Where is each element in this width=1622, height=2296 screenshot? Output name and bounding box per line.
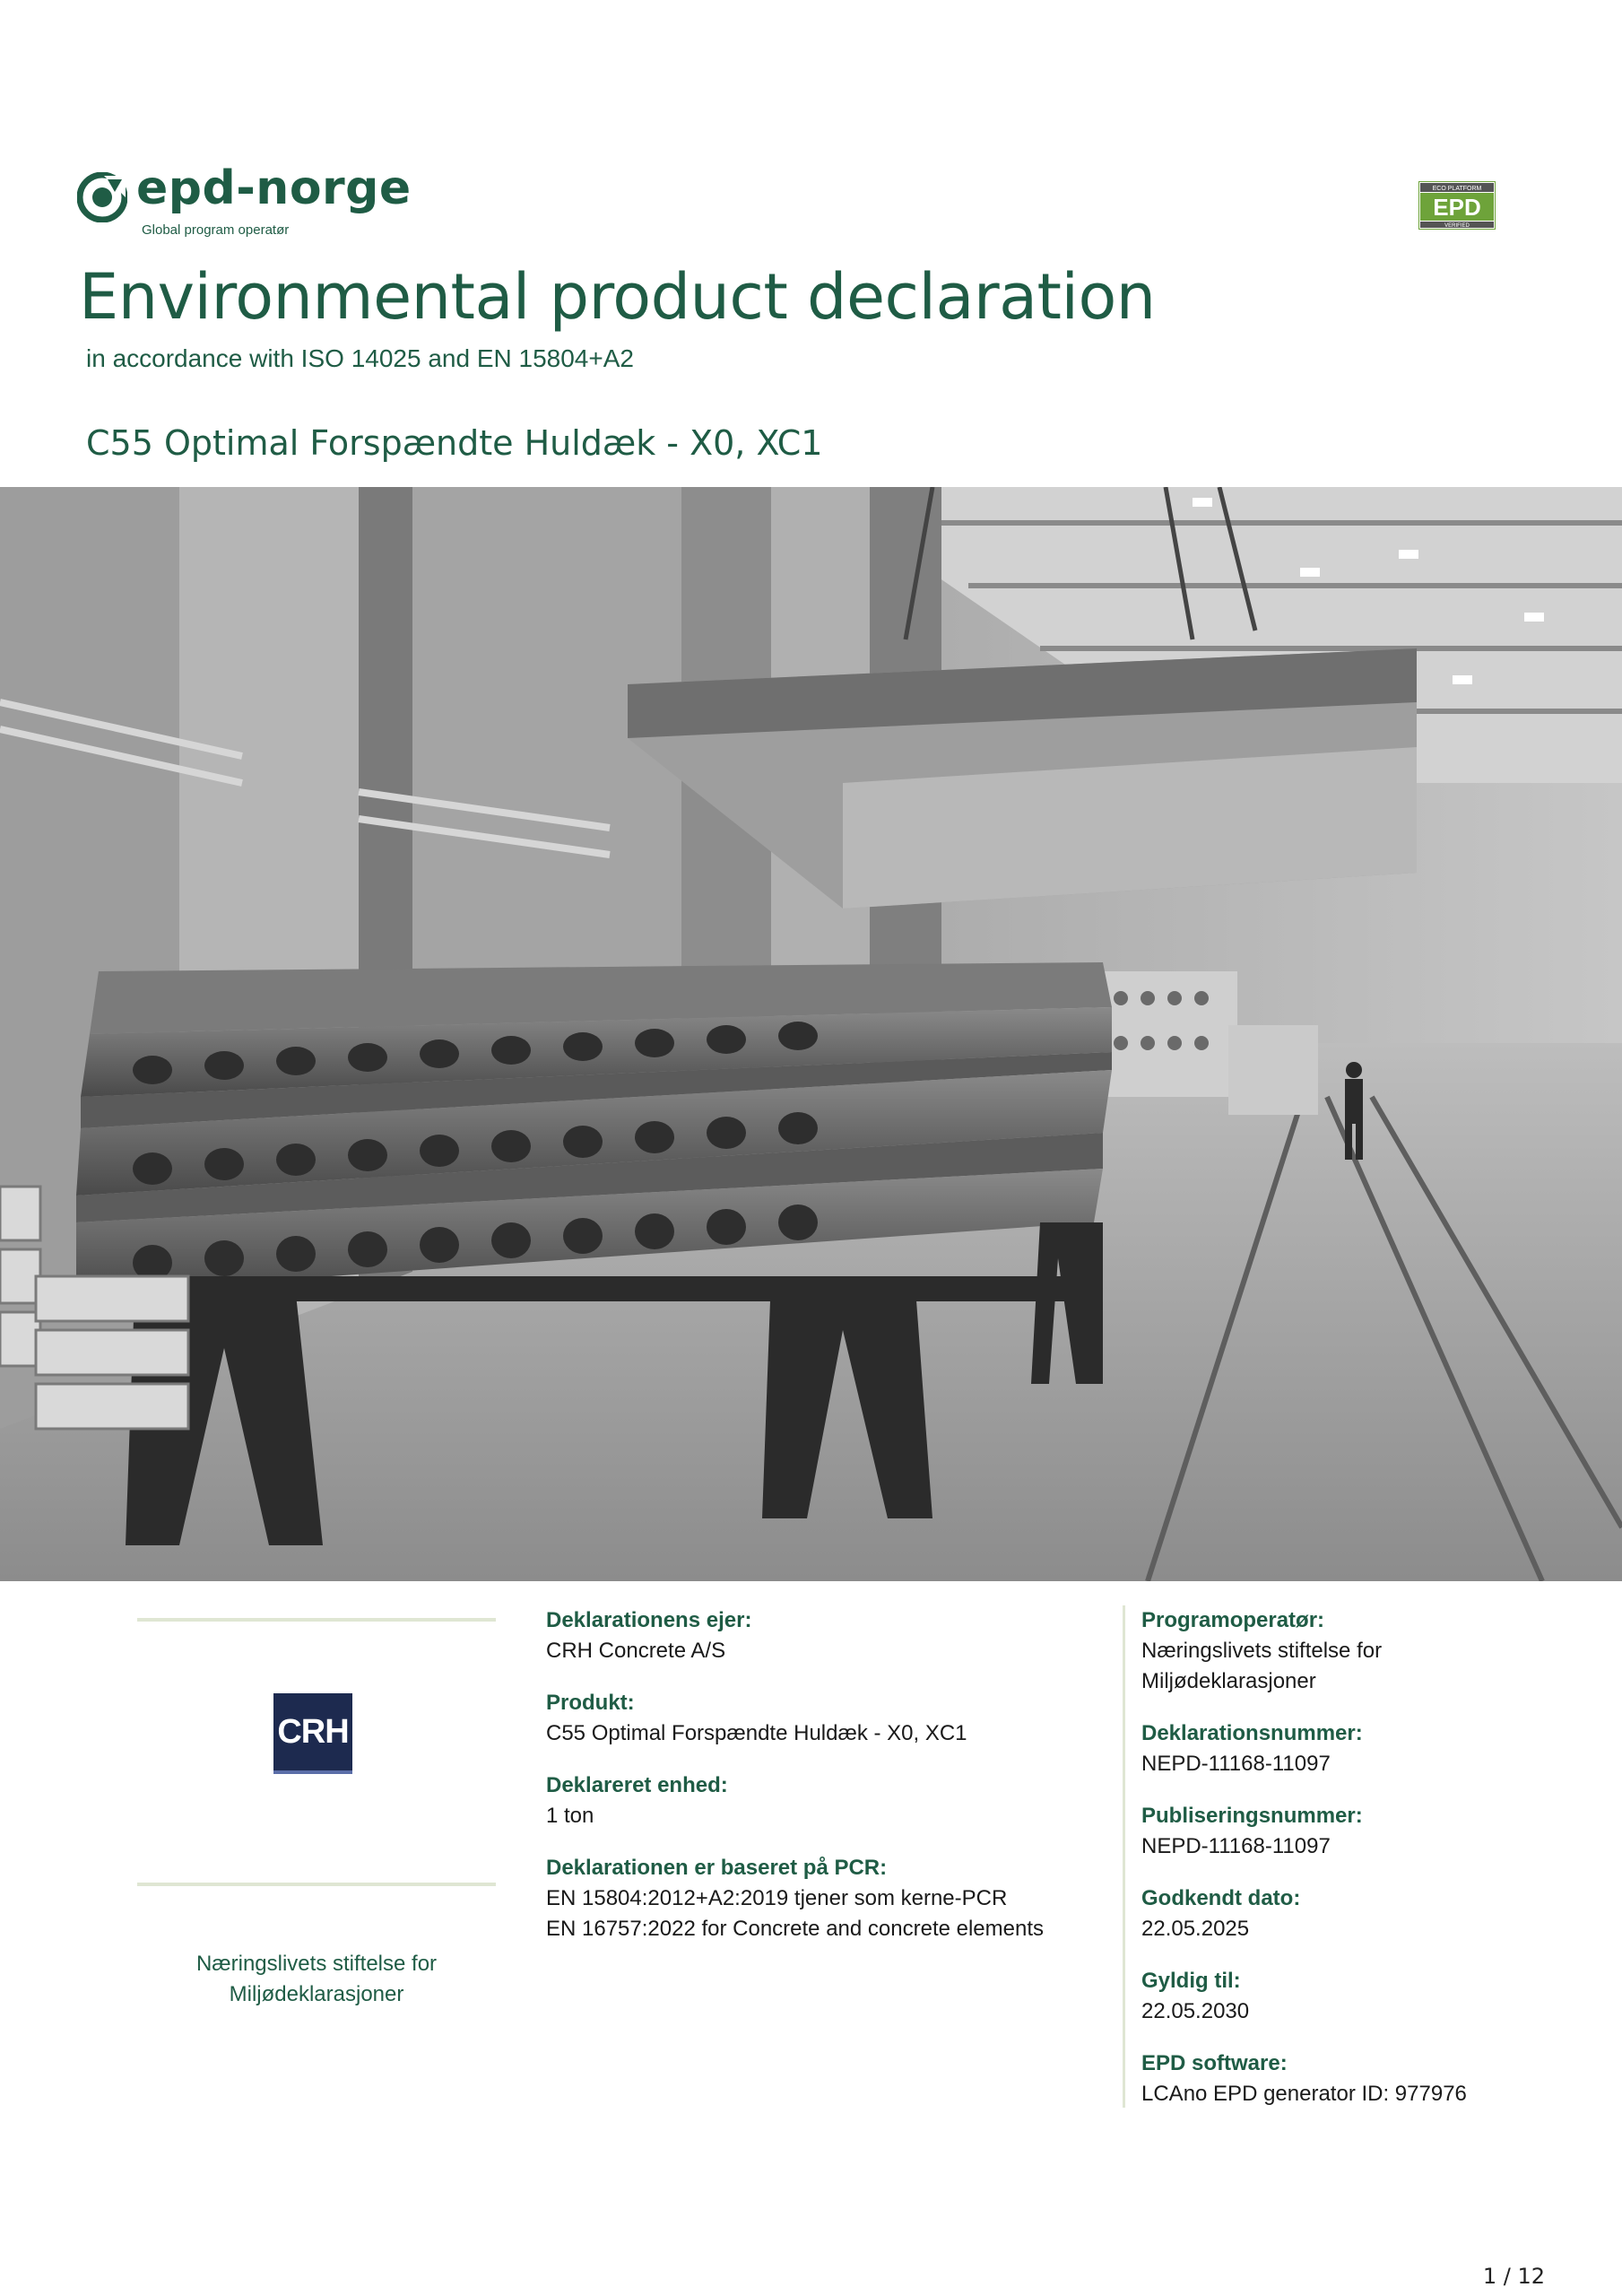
eco-platform-epd-verified-badge: [1418, 181, 1496, 230]
declaration-number-value: NEPD-11168-11097: [1141, 1752, 1331, 1776]
badge-main-text: EPD: [1433, 194, 1481, 221]
valid-until-label: Gyldig til:: [1141, 1969, 1241, 1993]
pcr-value: [546, 1883, 1093, 1944]
declared-unit-value: 1 ton: [546, 1804, 594, 1828]
product-label: Produkt:: [546, 1691, 635, 1715]
operator-line-2: Miljødeklarasjoner: [1141, 1669, 1316, 1693]
operator-line-1: Næringslivets stiftelse for: [1141, 1639, 1383, 1663]
approved-date-label: Godkendt dato:: [1141, 1886, 1301, 1910]
epd-software-value: LCAno EPD generator ID: 977976: [1141, 2082, 1467, 2106]
document-subtitle: in accordance with ISO 14025 and EN 15804+A2: [86, 344, 634, 372]
product-value: C55 Optimal Forspændte Huldæk - X0, XC1: [546, 1721, 967, 1745]
approved-date-value: 22.05.2025: [1141, 1917, 1250, 1941]
epd-norge-leaf-icon: [77, 172, 127, 222]
operator-value: [1141, 1636, 1554, 1697]
owner-value: CRH Concrete A/S: [546, 1639, 726, 1663]
declaration-details: [546, 1605, 1093, 1966]
operator-field: [1141, 1605, 1554, 1697]
epd-software-field: [1141, 2048, 1554, 2109]
footer-line-1: Næringslivets stiftelse for: [195, 1952, 438, 1976]
declared-unit-field: [546, 1770, 1093, 1831]
program-operator-footer: [137, 1949, 496, 2010]
valid-until-field: [1141, 1966, 1554, 2027]
epd-norge-logo: [77, 161, 418, 248]
pcr-line-1: EN 15804:2012+A2:2019 tjener som kerne-PCR: [546, 1886, 1008, 1910]
divider-top: [137, 1618, 496, 1622]
valid-until-value: 22.05.2030: [1141, 1999, 1250, 2023]
badge-bottom-text: VERIFIED: [1444, 223, 1470, 229]
pcr-label: Deklarationen er baseret på PCR:: [546, 1856, 888, 1880]
logo-name: epd-norge: [136, 161, 412, 215]
product-field: [546, 1688, 1093, 1749]
program-details: [1123, 1605, 1554, 2108]
logo-tagline: Global program operatør: [142, 222, 290, 238]
declaration-number-field: [1141, 1718, 1554, 1779]
publication-number-field: [1141, 1801, 1554, 1862]
product-title: C55 Optimal Forspændte Huldæk - X0, XC1: [86, 423, 823, 463]
factory-photo: [0, 487, 1622, 1581]
document-title: Environmental product declaration: [79, 260, 1156, 334]
operator-label: Programoperatør:: [1141, 1608, 1325, 1632]
publication-number-label: Publiseringsnummer:: [1141, 1804, 1363, 1828]
epd-software-label: EPD software:: [1141, 2051, 1288, 2075]
publication-number-value: NEPD-11168-11097: [1141, 1834, 1331, 1858]
footer-line-2: Miljødeklarasjoner: [229, 1982, 404, 2006]
declaration-number-label: Deklarationsnummer:: [1141, 1721, 1363, 1745]
factory-photo-illustration: [0, 487, 1622, 1581]
badge-top-text: ECO PLATFORM: [1432, 186, 1482, 192]
approved-date-field: [1141, 1883, 1554, 1944]
owner-label: Deklarationens ejer:: [546, 1608, 752, 1632]
page-number: 1 / 12: [1482, 2264, 1545, 2289]
declared-unit-label: Deklareret enhed:: [546, 1773, 728, 1797]
crh-logo: CRH: [273, 1693, 352, 1774]
divider-bottom: [137, 1883, 496, 1886]
pcr-line-2: EN 16757:2022 for Concrete and concrete elements: [546, 1917, 1045, 1941]
owner-field: [546, 1605, 1093, 1666]
pcr-field: [546, 1853, 1093, 1944]
